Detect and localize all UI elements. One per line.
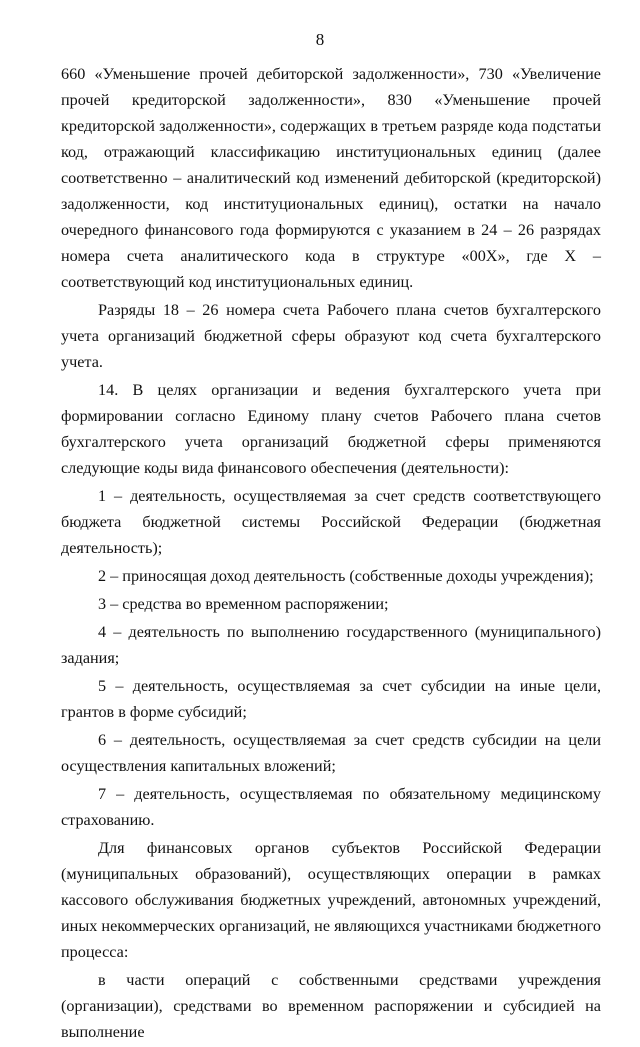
paragraph-account-digits: Разряды 18 – 26 номера счета Рабочего плана счетов бухгалтерского учета организаций бюджетной сферы образуют код счета бухгалтерского учета. xyxy=(61,301,601,371)
paragraph-continuation: 660 «Уменьшение прочей дебиторской задолженности», 730 «Увеличение прочей кредиторской задолженности», 830 «Уменьшение прочей кредиторской задолженности», содержащих в третьем разряде кода подстатьи код, отражающий классификацию институциональных единиц (далее соответственно – аналитический код изменений дебиторской (кредиторской) задолженности, код институциональных единиц), остатки на начало очередного финансового года формируются с указанием в 24 – 26 разрядах номера счета аналитического кода в структуре «00Х», где Х – соответствующий код институциональных единиц. xyxy=(61,65,601,291)
list-item-code-3: 3 – средства во временном распоряжении; xyxy=(98,595,389,613)
list-item-code-1: 1 – деятельность, осуществляемая за счет средств соответствующего бюджета бюджетной системы Российской Федерации (бюджетная деятельность); xyxy=(61,487,601,557)
list-item-code-5: 5 – деятельность, осуществляемая за счет субсидии на иные цели, грантов в форме субсидий; xyxy=(61,677,601,721)
list-item-code-4: 4 – деятельность по выполнению государственного (муниципального) задания; xyxy=(61,623,601,667)
list-item-code-7: 7 – деятельность, осуществляемая по обязательному медицинскому страхованию. xyxy=(61,785,601,829)
list-item-code-6: 6 – деятельность, осуществляемая за счет средств субсидии на цели осуществления капитальных вложений; xyxy=(61,731,601,775)
page-number: 8 xyxy=(315,30,325,49)
list-item-code-2: 2 – приносящая доход деятельность (собственные доходы учреждения); xyxy=(98,567,594,585)
paragraph-financial-bodies: Для финансовых органов субъектов Российской Федерации (муниципальных образований), осуществляющих операции в рамках кассового обслуживания бюджетных учреждений, автономных учреждений, иных некоммерческих организаций, не являющихся участниками бюджетного процесса: xyxy=(61,839,601,961)
paragraph-own-funds: в части операций с собственными средствами учреждения (организации), средствами во временном распоряжении и субсидией на выполнение xyxy=(61,971,601,1041)
paragraph-item-14: 14. В целях организации и ведения бухгалтерского учета при формировании согласно Единому плану счетов Рабочего плана счетов бухгалтерского учета организаций бюджетной сферы применяются следующие коды вида финансового обеспечения (деятельности): xyxy=(61,381,601,477)
document-body xyxy=(61,61,601,1047)
